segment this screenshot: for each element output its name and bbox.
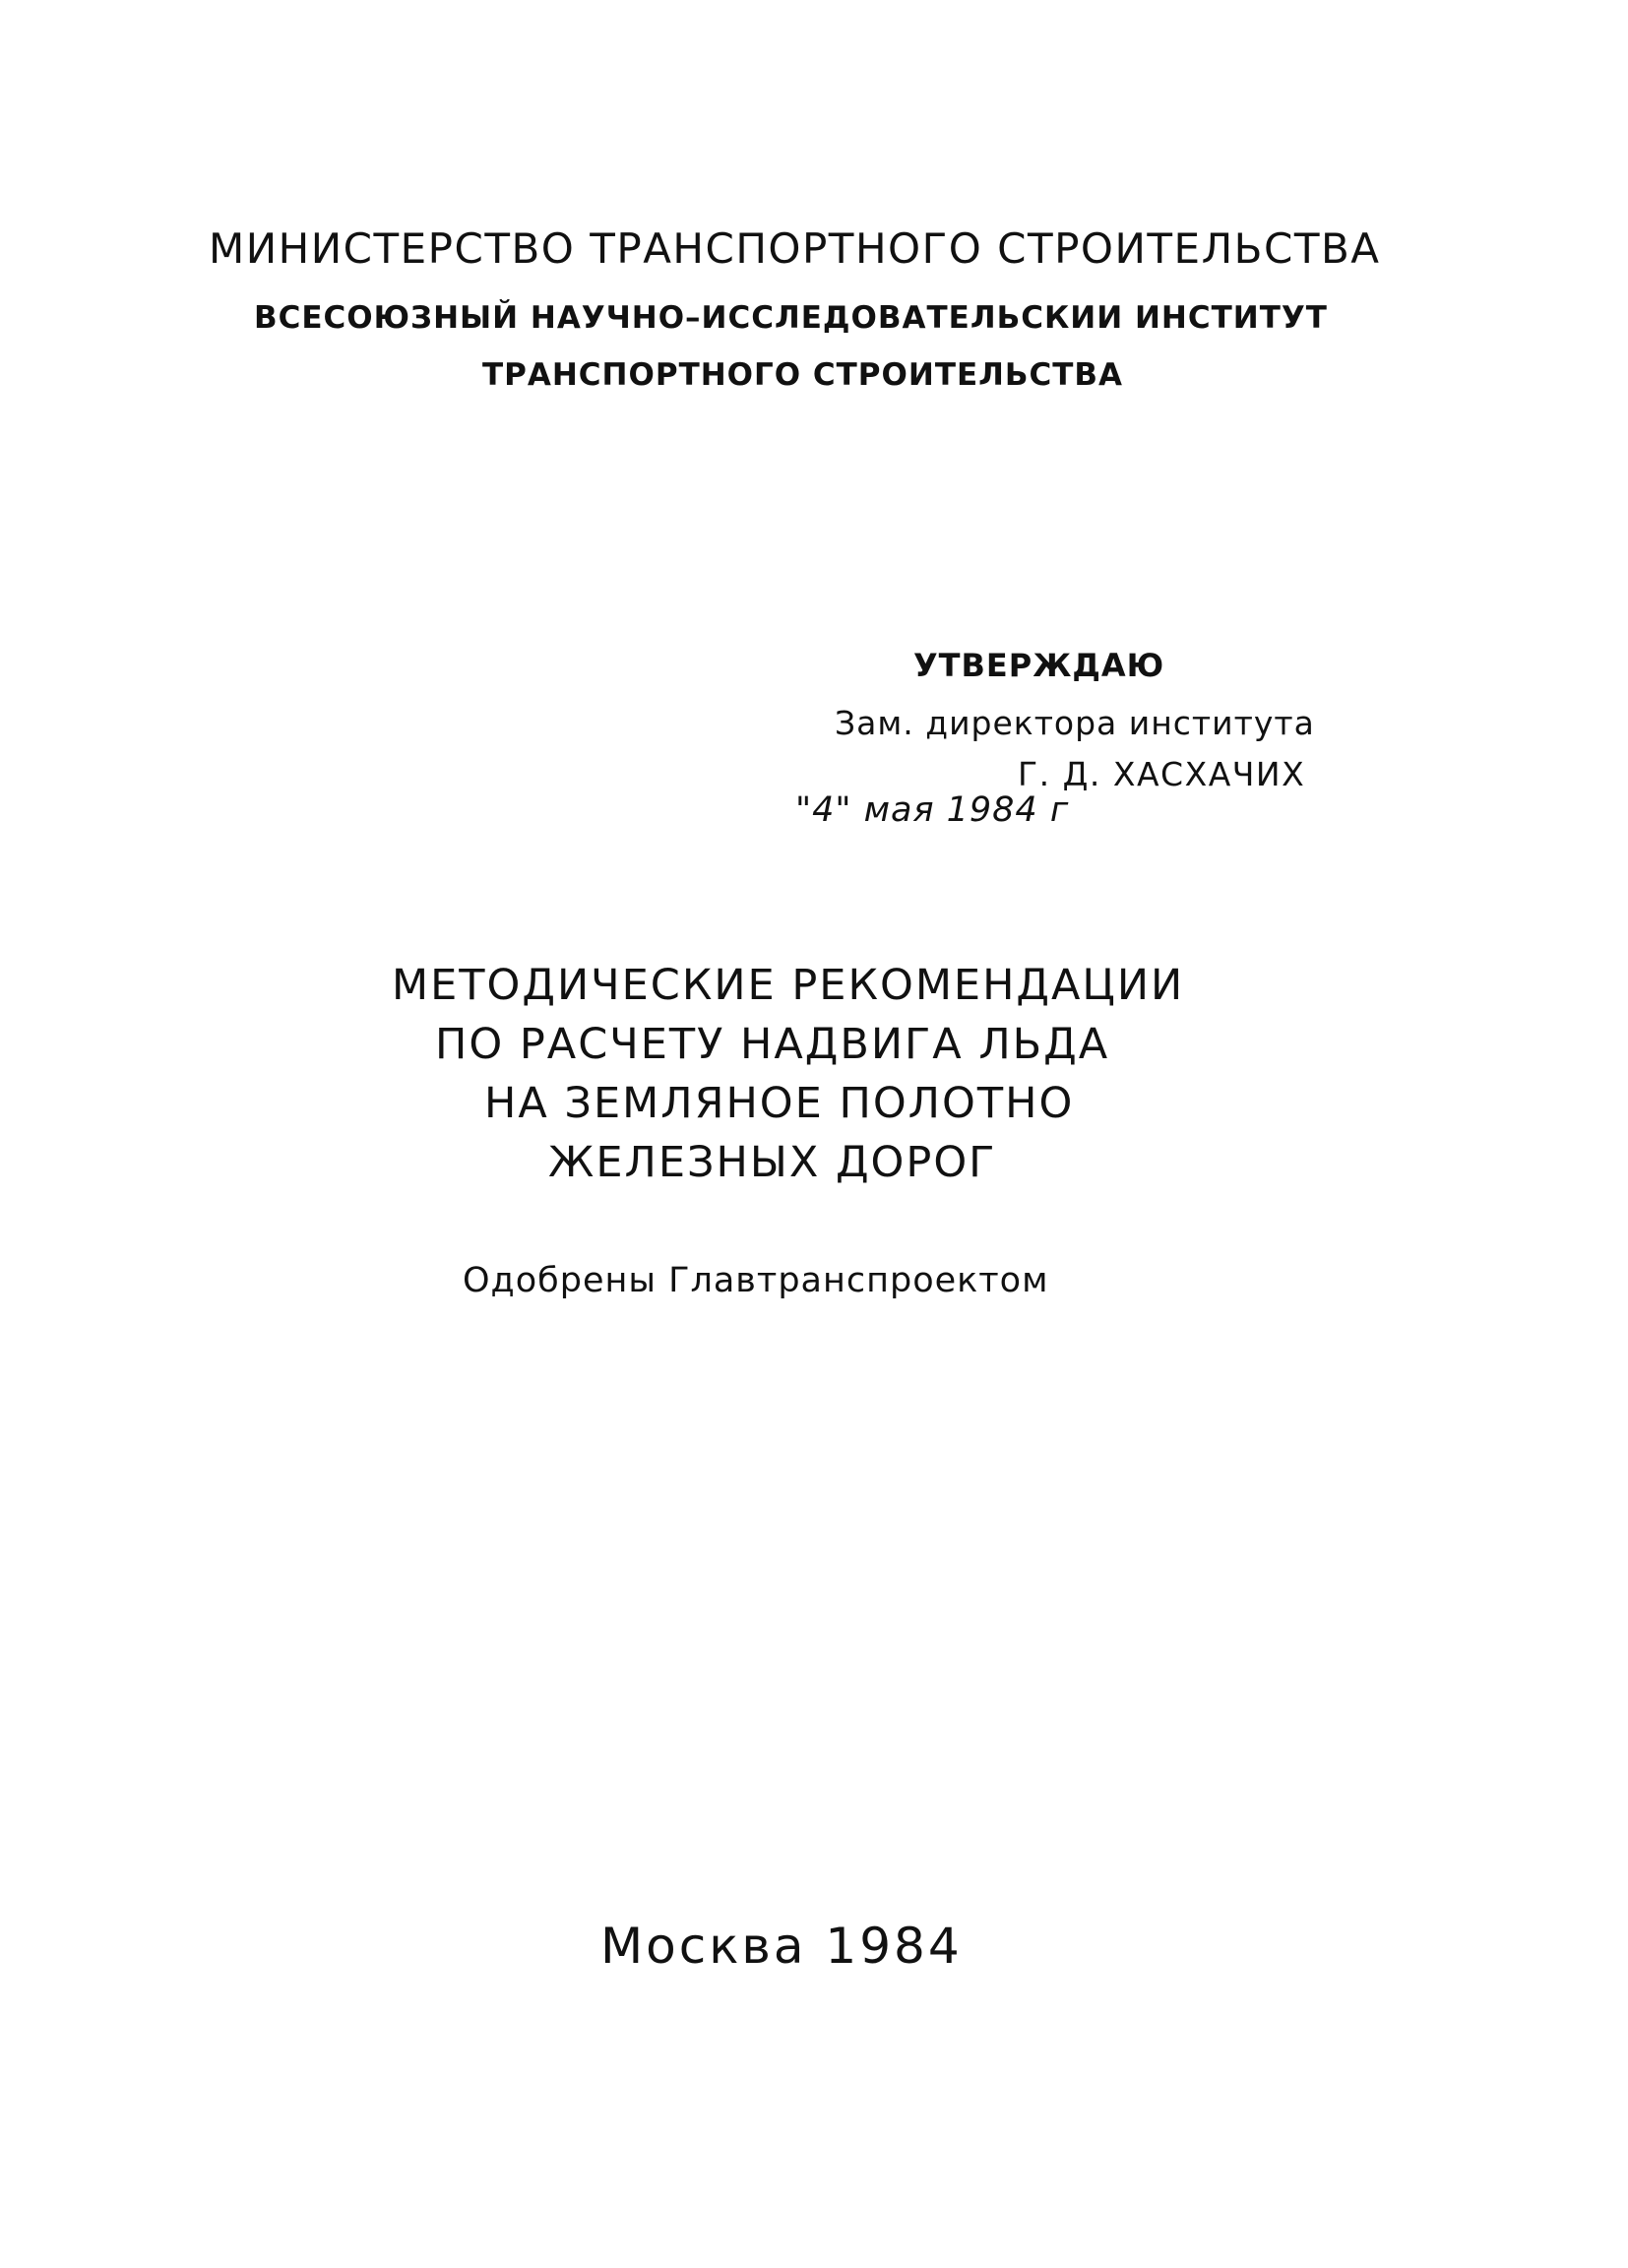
- approved-by-note: Одобрены Главтранспроектом: [463, 1261, 1049, 1300]
- document-title-line-4: ЖЕЛЕЗНЫХ ДОРОГ: [548, 1138, 997, 1187]
- approval-signatory: Г. Д. ХАСХАЧИХ: [1018, 755, 1306, 793]
- ministry-name: МИНИСТЕРСТВО ТРАНСПОРТНОГО СТРОИТЕЛЬСТВА: [209, 224, 1381, 273]
- document-title-line-3: НА ЗЕМЛЯНОЕ ПОЛОТНО: [484, 1079, 1075, 1128]
- institute-name-line-1: ВСЕСОЮЗНЫЙ НАУЧНО–ИССЛЕДОВАТЕЛЬСКИИ ИНСТИТУТ: [254, 300, 1328, 336]
- document-title-line-2: ПО РАСЧЕТУ НАДВИГА ЛЬДА: [435, 1020, 1110, 1069]
- approval-date: "4" мая 1984 г: [795, 790, 1070, 830]
- approval-position: Зам. директора института: [835, 704, 1315, 742]
- document-title-line-1: МЕТОДИЧЕСКИЕ РЕКОМЕНДАЦИИ: [392, 961, 1185, 1010]
- institute-name-line-2: ТРАНСПОРТНОГО СТРОИТЕЛЬСТВА: [482, 357, 1124, 393]
- place-and-year: Москва 1984: [600, 1918, 963, 1975]
- approval-heading: УТВЕРЖДАЮ: [913, 647, 1165, 684]
